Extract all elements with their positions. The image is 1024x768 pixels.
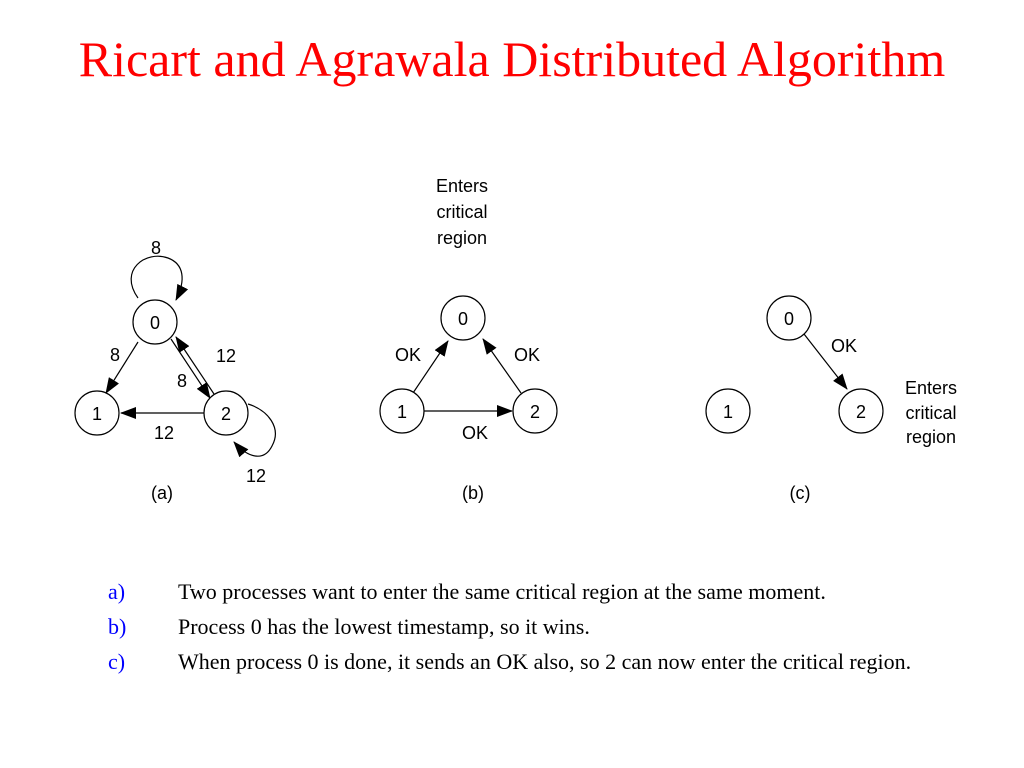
caption-text: When process 0 is done, it sends an OK also, so 2 can now enter the critical region. — [178, 649, 912, 674]
caption-item — [108, 613, 928, 640]
caption-item — [108, 578, 928, 605]
a-edge-0-1-label: 8 — [109, 345, 121, 365]
c-enters-line2: critical — [905, 403, 957, 423]
b-edge-2-0-label: OK — [513, 345, 541, 365]
a-edge-2-0-label: 12 — [215, 346, 237, 366]
c-node-2-label: 2 — [855, 402, 867, 422]
a-node-1-label: 1 — [91, 404, 103, 424]
b-enters-line1: Enters — [435, 176, 489, 196]
b-panel-label: (b) — [462, 483, 484, 503]
caption-marker: c) — [108, 649, 126, 674]
a-loop-0 — [131, 256, 182, 300]
c-node-1-label: 1 — [722, 402, 734, 422]
panel-b — [380, 176, 557, 503]
c-panel-label: (c) — [789, 483, 811, 503]
b-node-0-label: 0 — [457, 309, 469, 329]
b-enters-line2: critical — [436, 202, 488, 222]
caption-marker: a) — [108, 579, 126, 604]
caption-item — [108, 648, 928, 675]
caption-text: Process 0 has the lowest timestamp, so it wins. — [178, 614, 590, 639]
c-enters-line3: region — [905, 427, 957, 447]
caption-list — [108, 578, 928, 683]
panel-a — [75, 238, 275, 503]
b-edge-1-2-label: OK — [461, 423, 489, 443]
a-node-2-label: 2 — [220, 404, 232, 424]
c-enters-line1: Enters — [904, 378, 958, 398]
caption-text: Two processes want to enter the same critical region at the same moment. — [178, 579, 826, 604]
a-loop-0-label: 8 — [150, 238, 162, 258]
c-edge-0-2-label: OK — [830, 336, 858, 356]
caption-marker: b) — [108, 614, 127, 639]
c-node-0-label: 0 — [783, 309, 795, 329]
a-panel-label: (a) — [151, 483, 173, 503]
a-node-0-label: 0 — [149, 313, 161, 333]
panel-c — [706, 296, 957, 503]
b-node-1-label: 1 — [396, 402, 408, 422]
b-enters-line3: region — [436, 228, 488, 248]
b-node-2-label: 2 — [529, 402, 541, 422]
slide-title: Ricart and Agrawala Distributed Algorithm — [78, 31, 946, 87]
b-edge-1-0-label: OK — [394, 345, 422, 365]
a-loop-2-label: 12 — [245, 466, 267, 486]
a-edge-2-1-label: 12 — [153, 423, 175, 443]
a-edge-0-2-label: 8 — [176, 371, 188, 391]
